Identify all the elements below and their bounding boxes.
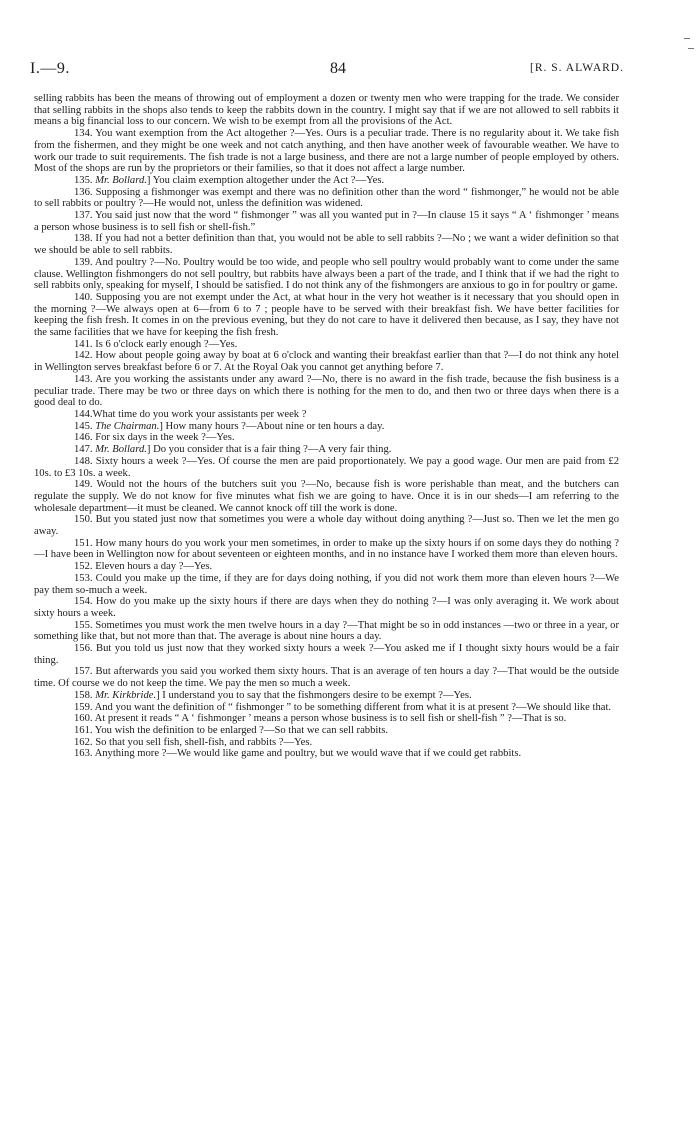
testimony-paragraph: 160. At present it reads “ A ‘ fishmonger ’ means a person whose business is to sell fish or shell-fish ” ?—That is so. [74,713,567,725]
testimony-paragraph: 135. Mr. Bollard.] You claim exemption altogether under the Act ?—Yes. [74,174,385,186]
testimony-paragraph: 143. Are you working the assistants under any award ?—No, there is no award in the fish trade, because the fish business is a peculiar trade. There may be two or three days on which there is nothing for the men to do, and then two or three days when there is a good deal to do. [34,373,619,409]
testimony-paragraph: 151. How many hours do you work your men sometimes, in order to make up the sixty hours if on some days they do nothing ?—I have been in Wellington now for about seventeen or eighteen months, and in no instance have I worked them more than eleven hours. [34,537,619,561]
testimony-paragraph: 137. You said just now that the word “ fishmonger ” was all you wanted put in ?—In clause 15 it says “ A ‘ fishmonger ’ means a person whose business is to sell fish or shell-fish.” [34,210,619,233]
page-number: 84 [330,60,346,77]
testimony-paragraph: 147. Mr. Bollard.] Do you consider that is a fair thing ?—A very fair thing. [74,444,392,456]
paragraph-text: Do you consider that is a fair thing ?—A very fair thing. [150,444,392,456]
testimony-paragraph: 153. Could you make up the time, if they are for days doing nothing, if you did not work them more than eleven hours ?—We pay them so-much a week. [34,572,619,596]
testimony-paragraph: 161. You wish the definition to be enlarged ?—So that we can sell rabbits. [74,724,389,736]
testimony-paragraph: 152. Eleven hours a day ?—Yes. [74,561,213,573]
margin-mark [688,48,694,49]
speaker-name: Mr. Kirkbride. [95,689,157,701]
testimony-paragraph: 134. You want exemption from the Act altogether ?—Yes. Ours is a peculiar trade. There is no regularity about it. We take fish from the fishermen, and they might be one week and not catch anything, and then have another week of favourable weather. We have to work our trade to suit requirements. The fish trade is not a large business, and there are not a large number of people employed by others. Most of the shops are run by the proprietors or their families, so that it does not affect a large number. [34,128,619,175]
testimony-paragraph: 145. The Chairman.] How many hours ?—About nine or ten hours a day. [74,420,385,432]
question-number: 158. [74,689,93,701]
testimony-paragraph: 150. But you stated just now that sometimes you were a whole day without doing anything ?—Just so. Then we let the men go away. [34,514,619,538]
paragraph-text: I understand you to say that the fishmongers desire to be exempt ?—Yes. [159,689,472,701]
page-header [30,60,624,82]
testimony-paragraph: 138. If you had not a better definition than that, you would not be able to sell rabbits ?—No ; we want a wider definition so that we should be able to sell rabbits. [34,233,619,257]
testimony-paragraph: 146. For six days in the week ?—Yes. [74,432,235,444]
testimony-paragraph: 154. How do you make up the sixty hours if there are days when they do nothing ?—I was only averaging it. We work about sixty hours a week. [34,596,619,619]
witness-name: [R. S. ALWARD. [530,62,624,74]
speaker-name: The Chairman. [95,420,160,432]
testimony-body [34,93,619,760]
testimony-paragraph: 155. Sometimes you must work the men twelve hours in a day ?—That might be so in odd instances —two or three in a year, or something like that, but not more than that. The average is about nine hours a day. [34,619,619,643]
testimony-paragraph: 157. But afterwards you said you worked them sixty hours. That is an average of ten hours a day ?—That would be the outside time. Of course we do not keep the time. We pay the men so much a week. [34,666,619,690]
testimony-paragraph: 148. Sixty hours a week ?—Yes. Of course the men are paid proportionately. We pay a good wage. Our men are paid from £2 10s. to £3 10s. a week. [34,455,619,479]
testimony-paragraph: selling rabbits has been the means of throwing out of employment a dozen or twenty men who were trapping for the trade. We consider that selling rabbits in the shops also tends to keep the rabbits down in the country. I might say that if we are not allowed to sell rabbits it means a big financial loss to our concern. We wish to be exempt from all the provisions of the Act. [34,93,619,128]
testimony-paragraph: 140. Supposing you are not exempt under the Act, at what hour in the very hot weather is it necessary that you should open in the morning ?—We always open at 6—from 6 to 7 ; people have to be served with their breakfast fish. We have better facilities for keeping the fish fresh. It comes in on the previous evening, but they do not care to have it delivered then because, as I say, they have not the same facilities that we have for keeping the fish fresh. [34,291,619,339]
testimony-paragraph: 136. Supposing a fishmonger was exempt and there was no definition other than the word “ fishmonger,” he would not be able to sell rabbits or poultry ?—He would not, unless the definition was widened. [34,186,619,210]
paragraph-text: How many hours ?—About nine or ten hours a day. [162,420,385,432]
speaker-name: Mr. Bollard. [95,444,147,456]
testimony-paragraph: 144.What time do you work your assistants per week ? [74,408,307,420]
question-number: 135. [74,174,93,186]
margin-mark [684,38,690,39]
question-number: 145. [74,420,93,432]
testimony-paragraph: 156. But you told us just now that they worked sixty hours a week ?—You asked me if I thought sixty hours would be a fair thing. [34,643,619,666]
question-number: 147. [74,444,93,456]
testimony-paragraph: 139. And poultry ?—No. Poultry would be too wide, and people who sell poultry would probably want to come under the same clause. Wellington fishmongers do not sell poultry, but rabbits have always been a part of the trade, and I think that if we had the right to sell rabbits only, speaking for myself, I should be satisfied. I do not think any of the fishmongers are anxious to go in for poultry or game. [34,256,619,292]
parliamentary-paper-code: I.—9. [30,60,70,77]
testimony-paragraph: 159. And you want the definition of “ fishmonger ” to be something different from what it is at present ?—We should like that. [74,701,612,713]
paragraph-text: You claim exemption altogether under the Act ?—Yes. [150,174,385,186]
testimony-paragraph: 149. Would not the hours of the butchers suit you ?—No, because fish is wore perishable than meat, and the butchers can regulate the supply. We do not know for five minutes what fish we are going to have. Once it is in our sheds—I am referring to the wholesale department—it must be cleaned. We cannot knock off till the work is done. [34,479,619,514]
testimony-paragraph: 158. Mr. Kirkbride.] I understand you to say that the fishmongers desire to be exempt ?—Yes. [74,689,472,701]
testimony-paragraph: 142. How about people going away by boat at 6 o'clock and wanting their breakfast earlier than that ?—I do not think any hotel in Wellington serves breakfast before 6 or 7. At the Royal Oak you cannot get anything before 7. [34,350,619,374]
testimony-paragraph: 163. Anything more ?—We would like game and poultry, but we would wave that if we could get rabbits. [74,748,522,760]
testimony-paragraph: 141. Is 6 o'clock early enough ?—Yes. [74,338,238,350]
testimony-paragraph: 162. So that you sell fish, shell-fish, and rabbits ?—Yes. [74,736,313,748]
speaker-name: Mr. Bollard. [95,174,147,186]
